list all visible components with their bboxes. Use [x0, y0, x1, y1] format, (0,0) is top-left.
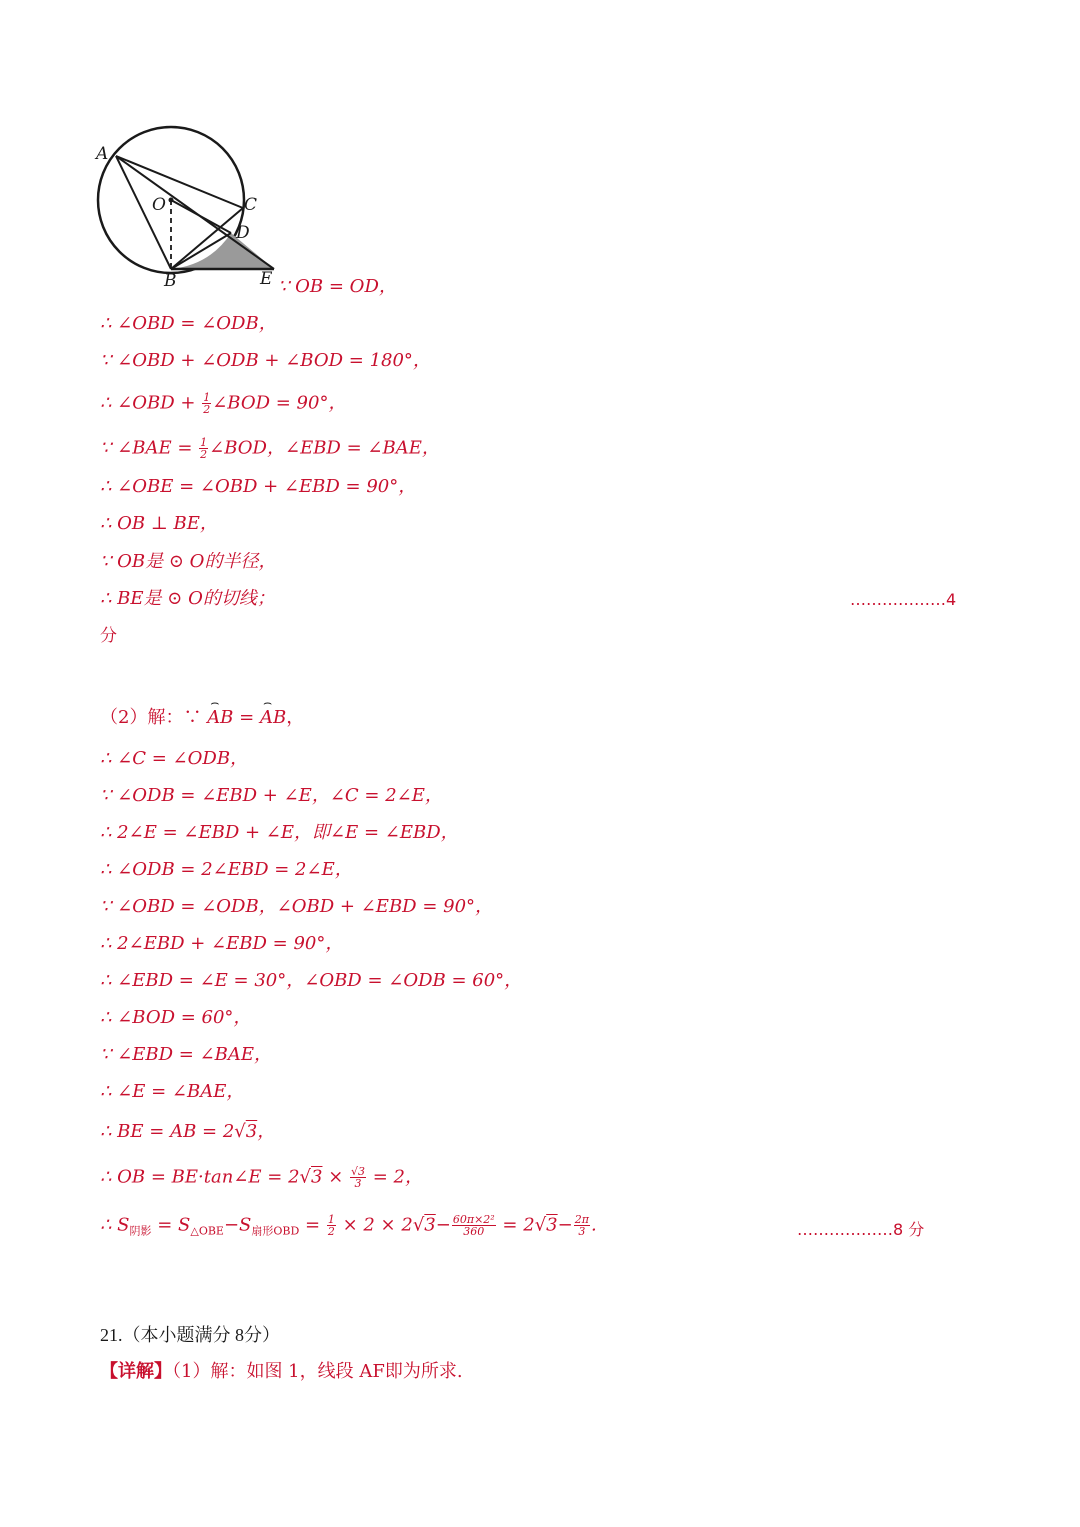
q21-header: 21.（本小题满分 8分）: [100, 1325, 280, 1345]
p1-l4-b: ∠BOD = 90°，: [212, 392, 347, 414]
label-d: D: [236, 223, 250, 243]
arc-ab-2: ⌢ AB: [260, 707, 286, 729]
p1-line-8: ∵ OB是 ⊙ O的半径，: [100, 551, 277, 572]
p2-line-8: ∴ ∠EBD = ∠E = 30°，∠OBD = ∠ODB = 60°，: [100, 970, 523, 991]
p2-line-12: ∴ BE = AB = 2√3，: [100, 1121, 276, 1142]
p2-line-9: ∴ ∠BOD = 60°，: [100, 1007, 252, 1028]
p1-line-3: ∵ ∠OBD + ∠ODB + ∠BOD = 180°，: [100, 350, 431, 371]
p1-line-1: ∵ OB = OD，: [278, 276, 397, 297]
geometry-figure: [80, 120, 380, 420]
label-a: A: [96, 144, 109, 164]
sqrt-3: 3: [311, 1166, 323, 1188]
fraction-half: $\frac{1}{2}$: [200, 436, 208, 461]
p2-line-4: ∴ 2∠E = ∠EBD + ∠E，即∠E = ∠EBD，: [100, 822, 459, 843]
detail-tag: 【详解】: [100, 1361, 172, 1382]
q21-detail: [100, 1361, 463, 1383]
p2-line-3: ∵ ∠ODB = ∠EBD + ∠E，∠C = 2∠E，: [100, 785, 443, 806]
label-c: C: [244, 195, 258, 215]
p1-line-4: [100, 392, 346, 415]
label-e: E: [260, 269, 273, 289]
fraction-root3-over-3: $\frac{√3}{3}$: [351, 1165, 366, 1190]
score-8: ………………8 分: [797, 1220, 925, 1239]
p1-l5-b: ∠BOD，∠EBD = ∠BAE，: [209, 437, 440, 459]
p1-l4-a: ∴ ∠OBD +: [100, 392, 202, 414]
label-o: O: [152, 195, 166, 215]
p2-intro: （2）解：: [100, 707, 184, 728]
p1-line-7: ∴ OB ⊥ BE，: [100, 513, 218, 534]
detail-text: （1）解：如图 1，线段 AF即为所求.: [172, 1361, 463, 1382]
arc-ab-1: ⌢ AB: [207, 707, 233, 729]
p1-line-5: [100, 437, 440, 460]
sqrt-3: 3: [245, 1121, 258, 1142]
p2-line-13: ∴ OB = BE·tan∠E = 2√3 × $\frac{√3}{3}$ = 2，: [100, 1165, 423, 1190]
fraction-half: $\frac{1}{2}$: [203, 391, 211, 416]
p1-line-9: ∴ BE是 ⊙ O的切线；: [100, 588, 275, 609]
label-b: B: [164, 271, 177, 291]
p1-line-2: ∴ ∠OBD = ∠ODB，: [100, 313, 277, 334]
p2-line-14: ∴ $S_{阴影} = S_{\triangle OBE}-S_{扇形OBD}$ = $\frac{1}{2}$ × 2 × 2√3− $\frac{\text{60π×2²}}{360}$ = 2√3− $\frac{2\pi}{3}$ .: [100, 1213, 597, 1238]
p2-line-6: ∵ ∠OBD = ∠ODB，∠OBD + ∠EBD = 90°，: [100, 896, 494, 917]
p2-line-2: ∴ ∠C = ∠ODB，: [100, 748, 249, 769]
sub-sector-obd: 扇形OBD: [251, 1224, 300, 1238]
sub-triangle-obe: △OBE: [190, 1224, 224, 1238]
p2-l1-b: =: [233, 707, 260, 728]
p2-line-1: [100, 707, 304, 729]
score-4: ………………4: [850, 590, 957, 609]
p1-line-6: ∴ ∠OBE = ∠OBD + ∠EBD = 90°，: [100, 476, 417, 497]
fraction-sector-area: $\frac{\text{60π×2²}}{360}$: [452, 1213, 495, 1238]
p1-l5-a: ∵ ∠BAE =: [100, 437, 199, 459]
fraction-half: $\frac{1}{2}$: [327, 1213, 335, 1238]
fraction-2pi-over-3: $\frac{2\pi}{3}$: [574, 1213, 589, 1238]
center-point: [169, 198, 174, 203]
p2-line-11: ∴ ∠E = ∠BAE，: [100, 1081, 245, 1102]
p2-l1-a: ∵: [183, 707, 208, 728]
p2-line-5: ∴ ∠ODB = 2∠EBD = 2∠E，: [100, 859, 353, 880]
sub-shaded: 阴影: [129, 1224, 152, 1238]
p2-line-10: ∵ ∠EBD = ∠BAE，: [100, 1044, 273, 1065]
score-4-unit: 分: [100, 626, 117, 646]
p2-l1-c: ，: [286, 707, 305, 728]
segment-od: [171, 200, 231, 233]
p2-line-7: ∴ 2∠EBD + ∠EBD = 90°，: [100, 933, 344, 954]
